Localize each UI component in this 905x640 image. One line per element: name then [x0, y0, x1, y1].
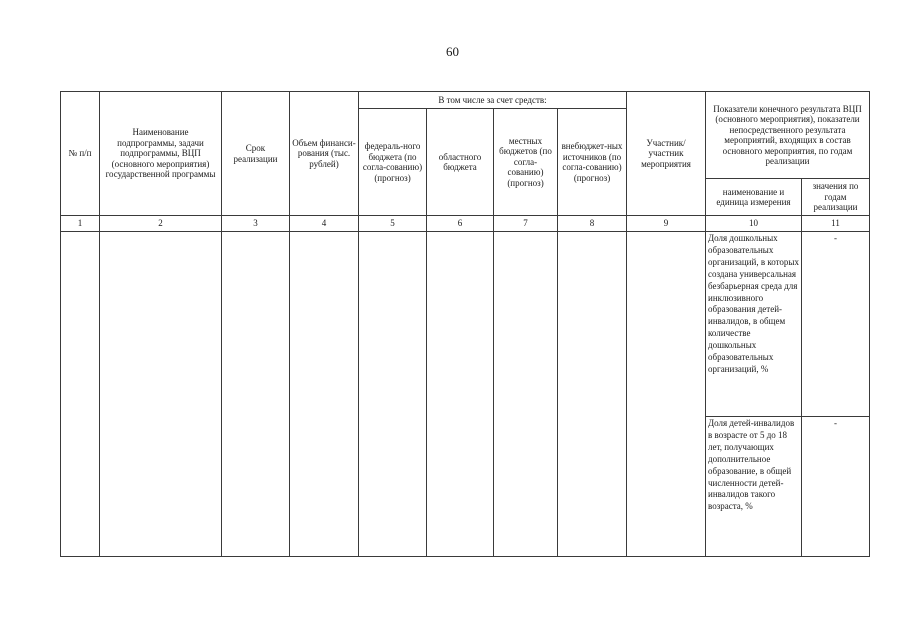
header-sources-group: В том числе за счет средств:: [359, 92, 627, 109]
cell-term: [222, 232, 290, 557]
indicator-value: -: [802, 417, 870, 557]
cell-volume: [290, 232, 359, 557]
header-indicator-values: значения по годам реализации: [802, 179, 870, 216]
cell-name: [100, 232, 222, 557]
column-number: 4: [290, 216, 359, 232]
header-participant: Участник/ участник мероприятия: [627, 92, 706, 216]
header-local: местных бюджетов (по согла-сованию) (прогноз): [494, 109, 558, 216]
indicator-value: -: [802, 232, 870, 417]
header-term: Срок реализации: [222, 92, 290, 216]
header-extrabudget: внебюджет-ных источников (по согла-сованию) (прогноз): [558, 109, 627, 216]
column-number: 2: [100, 216, 222, 232]
page-number: 60: [446, 44, 459, 59]
cell-num: [61, 232, 100, 557]
cell-federal: [359, 232, 427, 557]
column-number: 8: [558, 216, 627, 232]
header-indicator-name: наименование и единица измерения: [706, 179, 802, 216]
cell-local: [494, 232, 558, 557]
header-regional: областного бюджета: [427, 109, 494, 216]
header-volume: Объем финанси-рования (тыс. рублей): [290, 92, 359, 216]
header-num: № п/п: [61, 92, 100, 216]
header-federal: федераль-ного бюджета (по согла-сованию) (прогноз): [359, 109, 427, 216]
header-indicators-group: Показатели конечного результата ВЦП (основного мероприятия), показатели непосредственного результата мероприятий, входящих в состав основного мероприятия, по годам реализации: [706, 92, 870, 179]
column-number: 3: [222, 216, 290, 232]
indicator-name: Доля детей-инвалидов в возрасте от 5 до 18 лет, получающих дополнительное образование, в общей численности детей-инвалидов такого возраста, %: [706, 417, 802, 557]
column-number: 11: [802, 216, 870, 232]
program-table: [60, 91, 870, 557]
cell-regional: [427, 232, 494, 557]
column-number: 6: [427, 216, 494, 232]
column-number-row: [61, 216, 870, 232]
column-number: 5: [359, 216, 427, 232]
cell-extrabudget: [558, 232, 627, 557]
column-number: 9: [627, 216, 706, 232]
cell-participant: [627, 232, 706, 557]
header-name: Наименование подпрограммы, задачи подпрограммы, ВЦП (основного мероприятия) государственной программы: [100, 92, 222, 216]
column-number: 7: [494, 216, 558, 232]
column-number: 10: [706, 216, 802, 232]
indicator-name: Доля дошкольных образовательных организаций, в которых создана универсальная безбарьерная среда для инклюзивного образования детей-инвалидов, в общем количестве дошкольных образовательных организаций, %: [706, 232, 802, 417]
indicator-row: [61, 232, 870, 417]
column-number: 1: [61, 216, 100, 232]
